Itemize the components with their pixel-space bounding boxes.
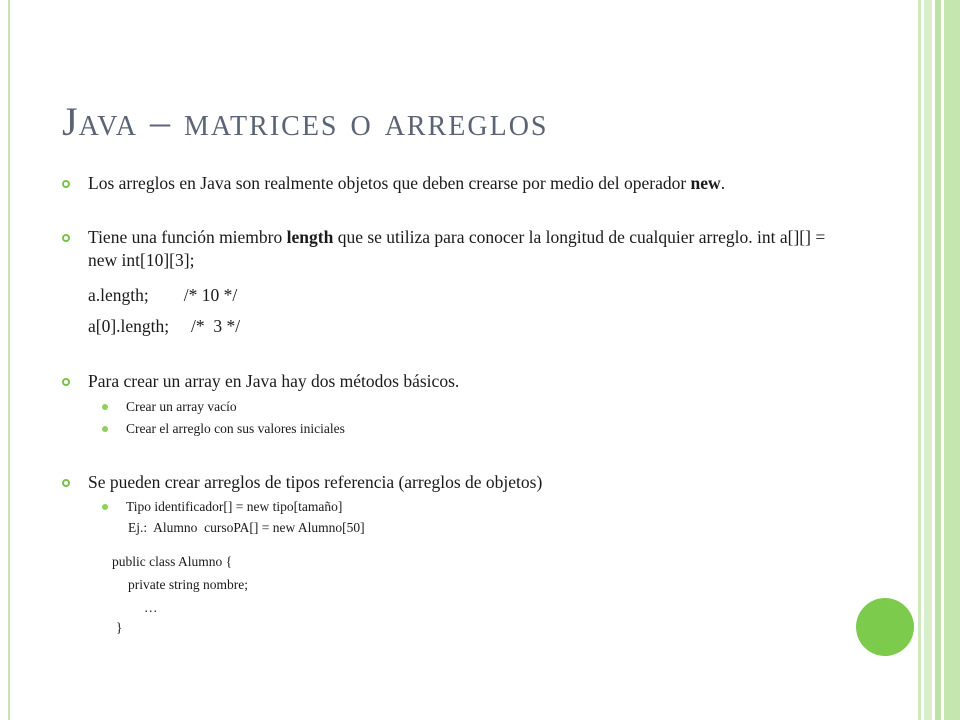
bullet-ring-icon: [62, 378, 70, 386]
bullet-ring-icon: [62, 234, 70, 242]
bullet-dot-icon: [102, 504, 108, 510]
code-line-length: a.length; /* 10 */: [88, 285, 238, 305]
bullet-ring-icon: [62, 479, 70, 487]
bullet-3: Para crear un array en Java hay dos métodos básicos.: [62, 370, 852, 393]
decorative-circle: [856, 598, 914, 656]
class-line-4: }: [116, 620, 123, 635]
class-line-2: private string nombre;: [128, 577, 248, 592]
example-line: Ej.: Alumno cursoPA[] = new Alumno[50]: [128, 520, 365, 535]
sub-bullet: Tipo identificador[] = new tipo[tamaño]: [62, 497, 852, 516]
bullet-dot-icon: [102, 404, 108, 410]
bullet-ring-icon: [62, 180, 70, 188]
title-rest: ava – matrices o arreglos: [78, 99, 549, 144]
slide-right-stripes: [918, 0, 960, 720]
bullet-1: Los arreglos en Java son realmente objetos que deben crearse por medio del operador new.: [62, 172, 852, 195]
bullet-4: Se pueden crear arreglos de tipos referencia (arreglos de objetos): [62, 471, 852, 494]
bullet-2: Tiene una función miembro length que se utiliza para conocer la longitud de cualquier arreglo. int a[][] = new int[10][3];: [62, 226, 852, 272]
slide-title: [62, 98, 549, 145]
bullet-dot-icon: [102, 426, 108, 432]
slide-content: [62, 172, 852, 637]
code-line-sublength: a[0].length; /* 3 */: [88, 316, 241, 336]
class-line-3: …: [144, 600, 158, 615]
slide-left-border: [8, 0, 10, 720]
sub-bullet: Crear un array vacío: [62, 397, 852, 416]
title-initial: J: [62, 99, 79, 144]
class-line-1: public class Alumno {: [112, 554, 233, 569]
sub-bullet: Crear el arreglo con sus valores iniciales: [62, 419, 852, 438]
